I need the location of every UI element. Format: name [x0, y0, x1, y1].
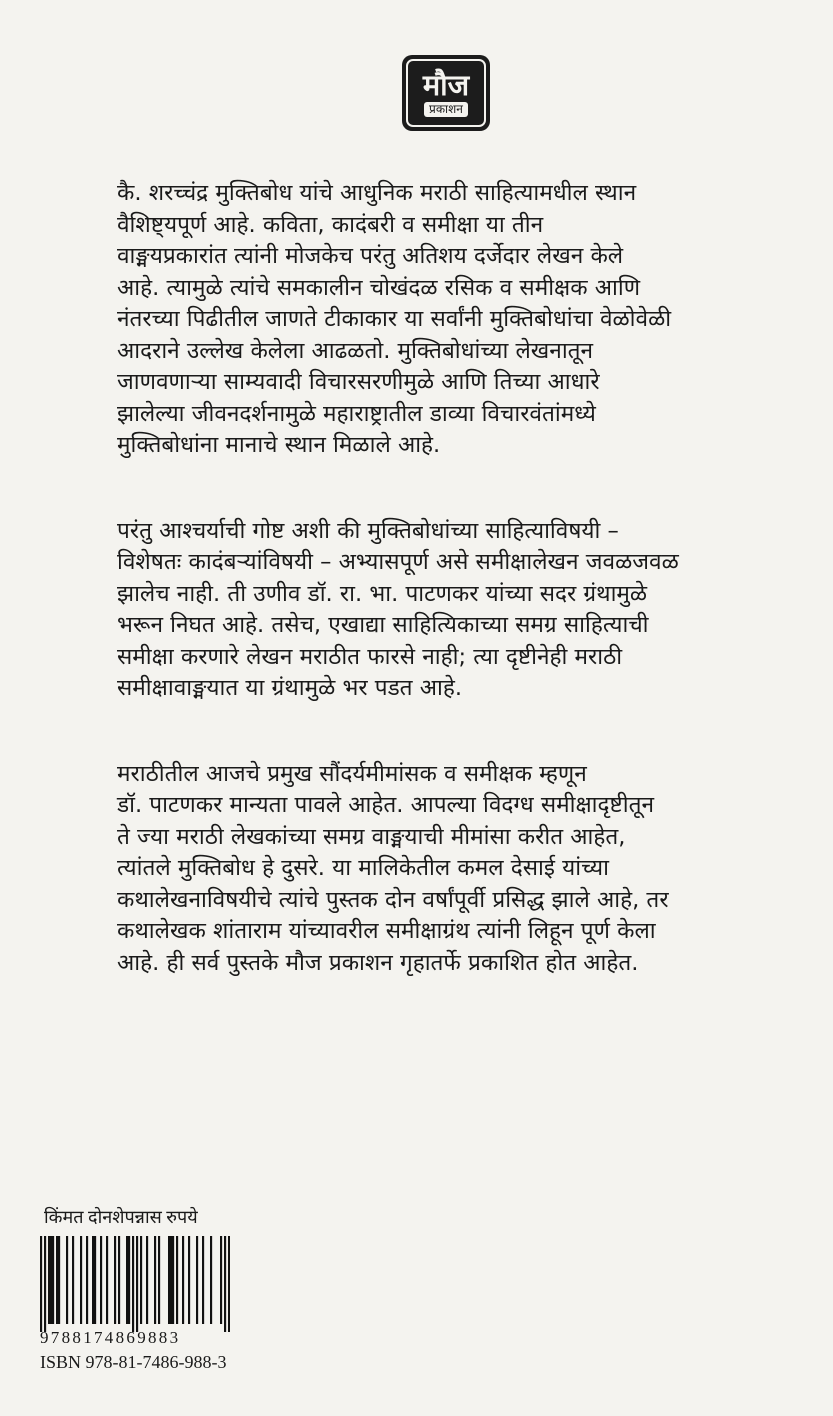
blurb-paragraph: [117, 178, 777, 462]
blurb-line: वैशिष्ट्यपूर्ण आहे. कविता, कादंबरी व समीक्षा या तीन: [117, 211, 544, 238]
blurb-line: विशेषतः कादंबऱ्यांविषयी – अभ्यासपूर्ण असे समीक्षालेखन जवळजवळ: [117, 549, 679, 575]
blurb-line: समीक्षा करणारे लेखन मराठीत फारसे नाही; त्या दृष्टीनेही मराठी: [117, 643, 623, 670]
barcode-bar: [168, 1236, 170, 1324]
barcode-bar: [224, 1236, 226, 1332]
barcode-bar: [202, 1236, 204, 1324]
barcode-bar: [48, 1236, 50, 1324]
barcode-bar: [132, 1236, 134, 1332]
barcode-bar: [80, 1236, 82, 1324]
blurb-line: मुक्तिबोधांना मानाचे स्थान मिळाले आहे.: [117, 432, 441, 458]
blurb-line: नंतरच्या पिढीतील जाणते टीकाकार या सर्वांनी मुक्तिबोधांचा वेळोवेळी: [117, 306, 672, 332]
barcode-bar: [170, 1236, 172, 1324]
barcode-bar: [128, 1236, 130, 1324]
blurb-line: त्यांतले मुक्तिबोध हे दुसरे. या मालिकेतील कमल देसाई यांच्या: [117, 855, 609, 881]
barcode-bar: [52, 1236, 54, 1324]
barcode-bar: [182, 1236, 184, 1324]
barcode-bar: [92, 1236, 94, 1324]
price-label: किंमत दोनशेपन्नास रुपये: [44, 1207, 198, 1227]
barcode-bar: [114, 1236, 116, 1324]
blurb-line: आहे. ही सर्व पुस्तके मौज प्रकाशन गृहातर्फे प्रकाशित होत आहेत.: [117, 949, 639, 976]
barcode-bar: [188, 1236, 190, 1324]
blurb-line: डॉ. पाटणकर मान्यता पावले आहेत. आपल्या विदग्ध समीक्षादृष्टीतून: [117, 792, 654, 818]
barcode-bar: [100, 1236, 102, 1324]
blurb-line: कथालेखक शांताराम यांच्यावरील समीक्षाग्रंथ त्यांनी लिहून पूर्ण केला: [117, 918, 656, 944]
barcode-bar: [86, 1236, 88, 1324]
barcode-bar: [94, 1236, 96, 1324]
blurb-line: परंतु आश्चर्याची गोष्ट अशी की मुक्तिबोधांच्या साहित्याविषयी –: [117, 517, 619, 544]
blurb-line: कथालेखनाविषयीचे त्यांचे पुस्तक दोन वर्षांपूर्वी प्रसिद्ध झाले आहे, तर: [117, 886, 669, 913]
blurb-line: झालेच नाही. ती उणीव डॉ. रा. भा. पाटणकर यांच्या सदर ग्रंथामुळे: [117, 580, 648, 607]
publisher-logo-main-text: मौज: [422, 68, 470, 102]
publisher-logo-sub-text: प्रकाशन: [424, 102, 468, 117]
barcode-bar: [44, 1236, 46, 1332]
barcode-bar: [50, 1236, 52, 1324]
barcode-bar: [220, 1236, 222, 1324]
barcode-bar: [210, 1236, 212, 1324]
back-cover-blurb: [117, 178, 777, 1033]
barcode-image: [40, 1236, 230, 1332]
barcode-bar: [118, 1236, 120, 1324]
blurb-paragraph: [117, 516, 777, 705]
barcode-bar: [56, 1236, 58, 1324]
blurb-line: ते ज्या मराठी लेखकांच्या समग्र वाङ्मयाची मीमांसा करीत आहेत,: [117, 823, 626, 850]
blurb-line: मराठीतील आजचे प्रमुख सौंदर्यमीमांसक व समीक्षक म्हणून: [117, 760, 587, 787]
barcode-bar: [106, 1236, 108, 1324]
blurb-line: आदराने उल्लेख केलेला आढळतो. मुक्तिबोधांच्या लेखनातून: [117, 337, 594, 364]
barcode-bar: [126, 1236, 128, 1324]
blurb-line: आहे. त्यामुळे त्यांचे समकालीन चोखंदळ रसिक व समीक्षक आणि: [117, 274, 641, 301]
blurb-line: कै. शरच्चंद्र मुक्तिबोध यांचे आधुनिक मराठी साहित्यामधील स्थान: [117, 180, 637, 206]
blurb-paragraph: [117, 759, 777, 980]
barcode-bar: [176, 1236, 178, 1324]
barcode-bar: [154, 1236, 156, 1324]
barcode-bar: [172, 1236, 174, 1324]
blurb-line: जाणवणाऱ्या साम्यवादी विचारसरणीमुळे आणि तिच्या आधारे: [117, 369, 600, 395]
barcode-bar: [158, 1236, 160, 1324]
barcode-bar: [228, 1236, 230, 1332]
blurb-line: वाङ्मयप्रकारांत त्यांनी मोजकेच परंतु अतिशय दर्जेदार लेखन केले: [117, 243, 624, 269]
barcode-bar: [58, 1236, 60, 1324]
barcode-bar: [40, 1236, 42, 1332]
barcode-bar: [136, 1236, 138, 1332]
isbn-label: ISBN 978-81-7486-988-3: [40, 1352, 227, 1372]
blurb-line: समीक्षावाङ्मयात या ग्रंथामुळे भर पडत आहे.: [117, 675, 463, 701]
publisher-logo-frame: [406, 59, 486, 127]
publisher-logo: [402, 55, 490, 131]
barcode-bar: [66, 1236, 68, 1324]
barcode-bar: [146, 1236, 148, 1324]
blurb-line: भरून निघत आहे. तसेच, एखाद्या साहित्यिकाच्या समग्र साहित्याची: [117, 612, 649, 638]
barcode-bar: [72, 1236, 74, 1324]
barcode-bar: [196, 1236, 198, 1324]
barcode-bar: [140, 1236, 142, 1324]
barcode-digits: 9788174869883: [40, 1328, 181, 1347]
blurb-line: झालेल्या जीवनदर्शनामुळे महाराष्ट्रातील डाव्या विचारवंतांमध्ये: [117, 400, 596, 427]
